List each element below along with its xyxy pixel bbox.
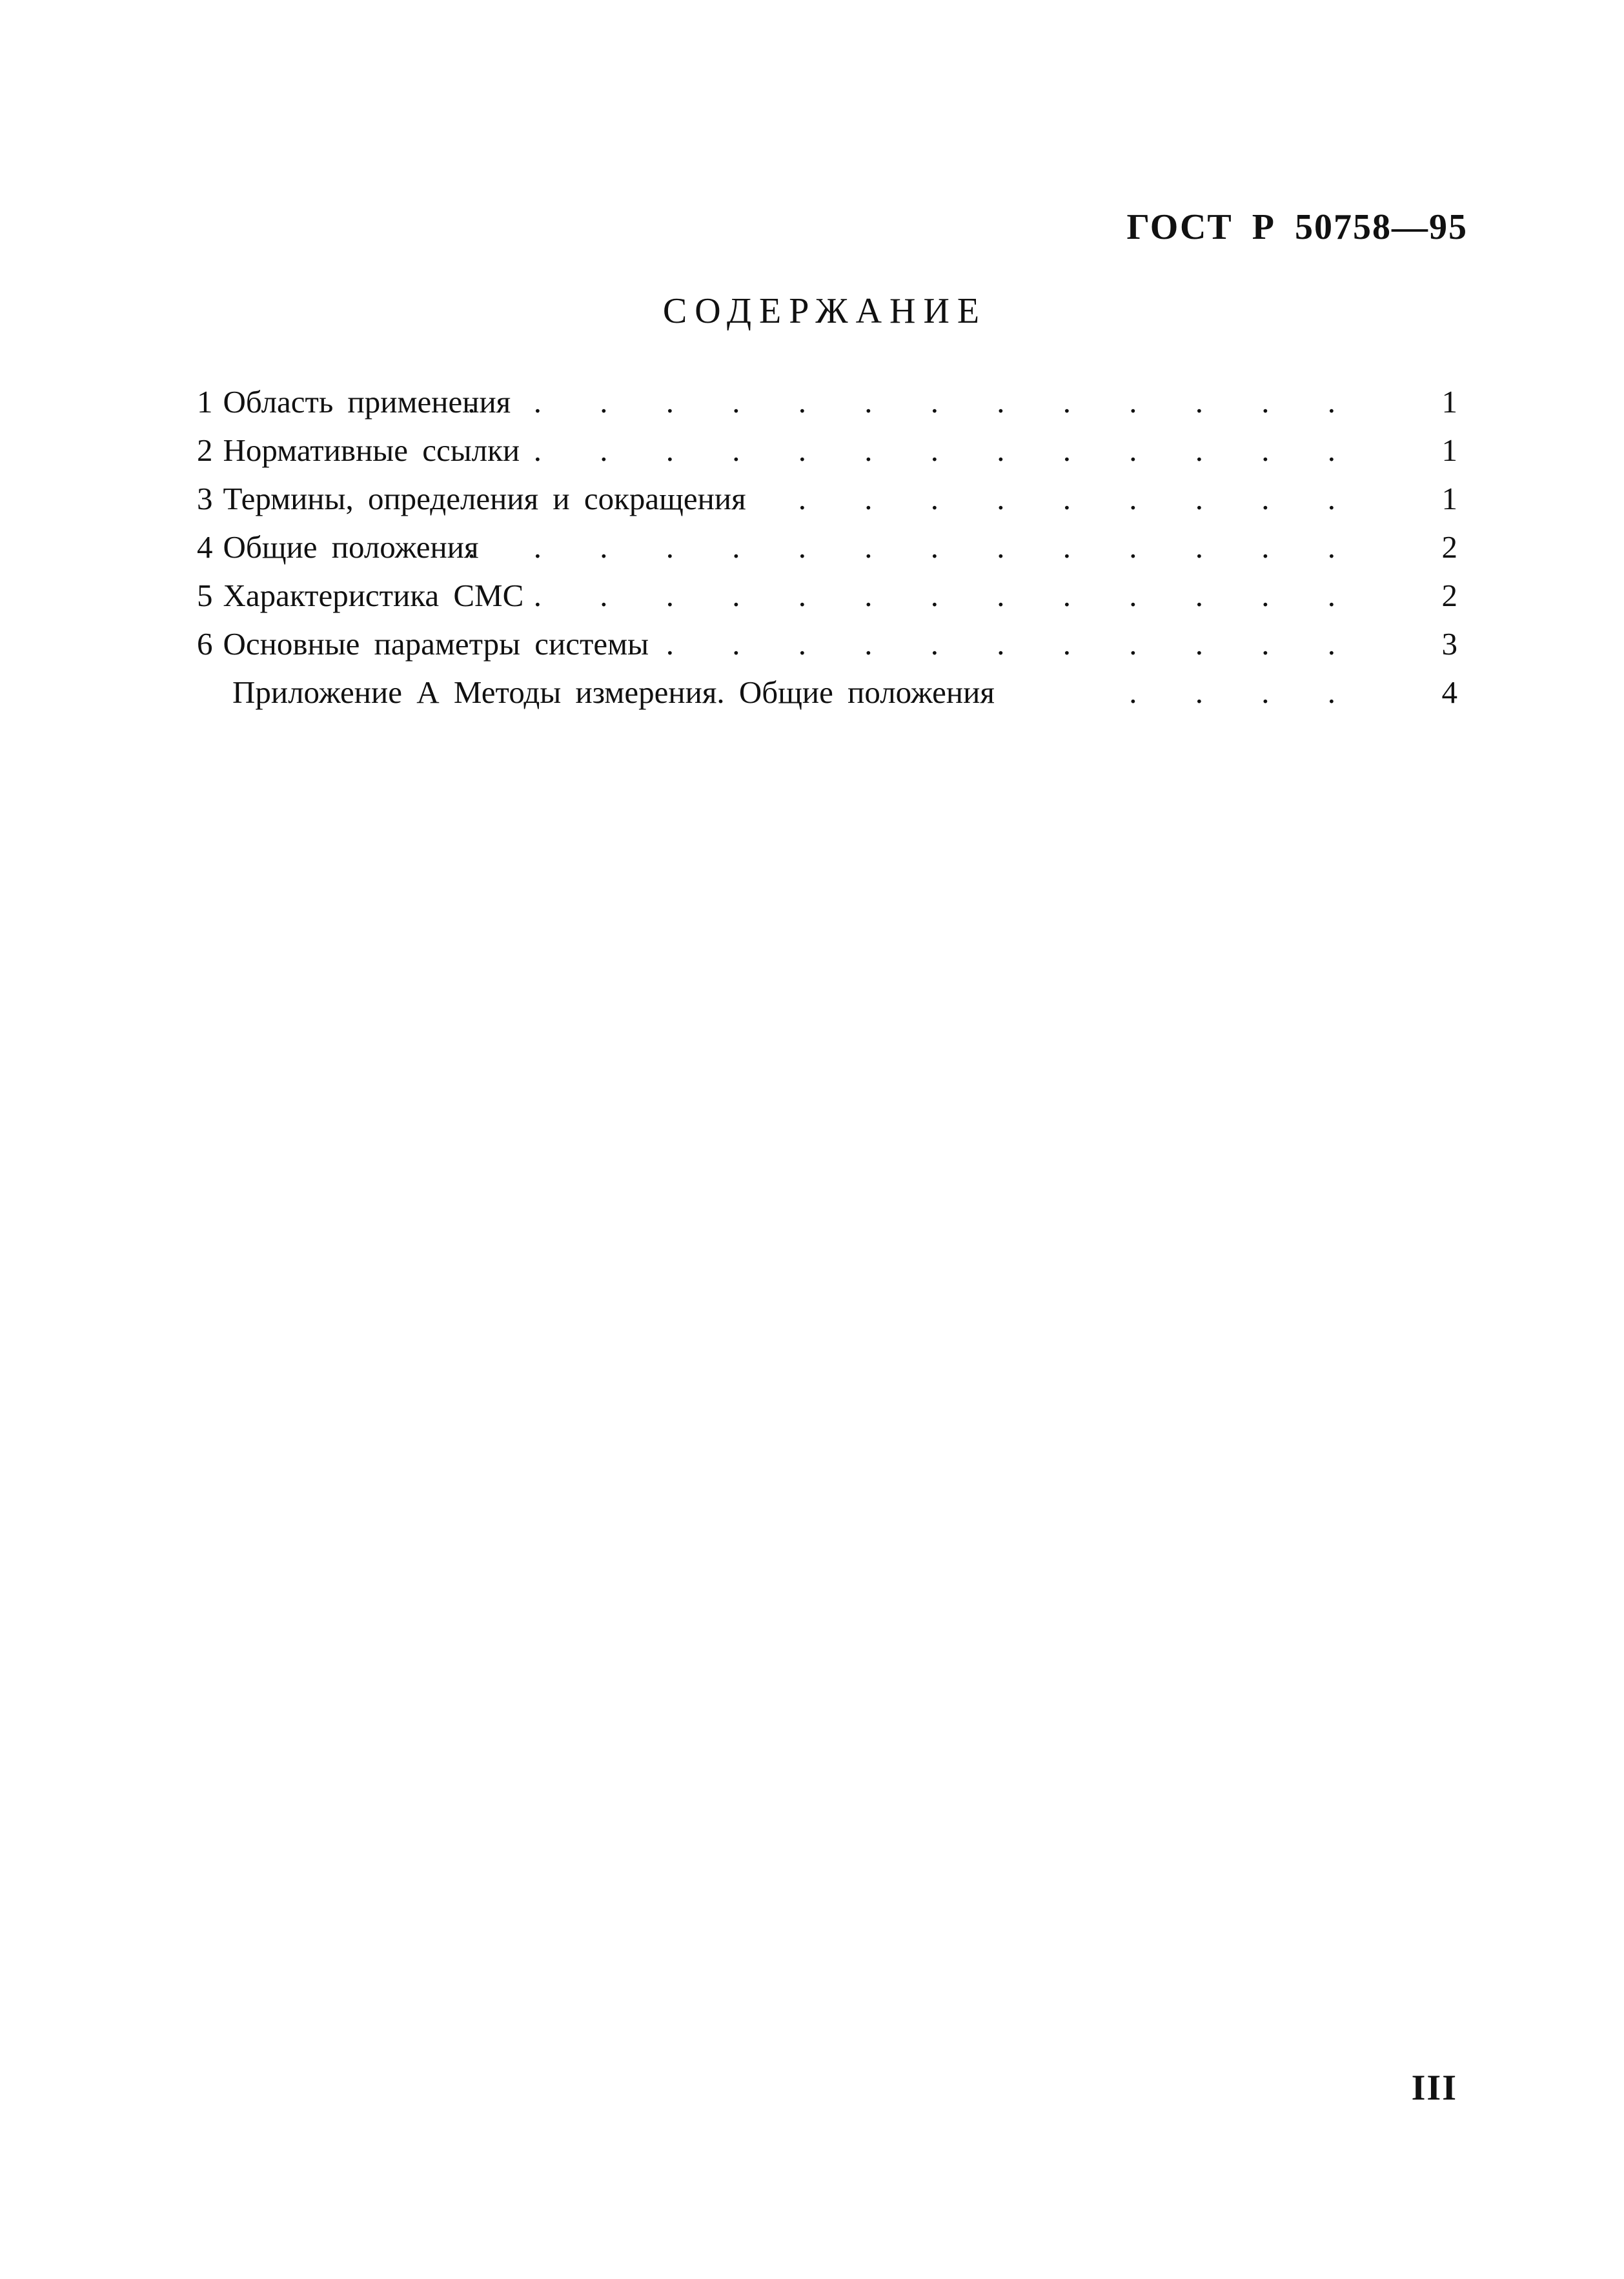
- toc-list: [197, 378, 1457, 716]
- toc-title: СОДЕРЖАНИЕ: [662, 291, 988, 331]
- toc-entry-4: [197, 523, 1457, 571]
- toc-entry-page: 2: [1441, 529, 1457, 565]
- toc-leader-dots: . . . . . . . . . . . . .: [533, 432, 1361, 468]
- toc-entry-6: [197, 620, 1457, 668]
- toc-entry-number: 4: [197, 529, 213, 565]
- toc-entry-number: 6: [197, 626, 213, 662]
- toc-entry-1: [197, 378, 1457, 426]
- toc-entry-number: 1: [197, 384, 213, 420]
- toc-leader-dots: . . . . . . . . . . . . . .: [467, 529, 1361, 565]
- toc-entry-appendix-a: [197, 668, 1457, 716]
- toc-entry-5: [197, 571, 1457, 620]
- document-code: ГОСТ Р 50758—95: [1126, 207, 1468, 247]
- toc-entry-page: 2: [1441, 578, 1457, 613]
- toc-entry-3: [197, 474, 1457, 523]
- toc-entry-number: 3: [197, 481, 213, 516]
- toc-entry-title: Термины, определения и сокращения: [223, 481, 746, 516]
- toc-leader-dots: . . . .: [1129, 674, 1361, 710]
- toc-entry-title: Основные параметры системы: [223, 626, 649, 662]
- toc-entry-number: 5: [197, 578, 213, 613]
- toc-entry-page: 4: [1441, 674, 1457, 710]
- toc-entry-2: [197, 426, 1457, 474]
- toc-leader-dots: . . . . . . . . .: [798, 481, 1361, 516]
- toc-entry-title: Характеристика СМС: [223, 578, 524, 613]
- toc-entry-title: Нормативные ссылки: [223, 432, 520, 468]
- toc-entry-page: 1: [1441, 432, 1457, 468]
- toc-leader-dots: . . . . . . . . . . . . . .: [467, 384, 1361, 420]
- toc-entry-page: 3: [1441, 626, 1457, 662]
- toc-entry-title: Общие положения: [223, 529, 479, 565]
- toc-leader-dots: . . . . . . . . . . . . .: [533, 578, 1361, 613]
- toc-entry-page: 1: [1441, 384, 1457, 420]
- toc-entry-number: 2: [197, 432, 213, 468]
- toc-leader-dots: . . . . . . . . . . .: [665, 626, 1361, 662]
- toc-entry-title: Область применения: [223, 384, 511, 420]
- page-number: III: [1411, 2068, 1457, 2108]
- toc-entry-title: Приложение А Методы измерения. Общие положения: [232, 674, 995, 710]
- toc-entry-page: 1: [1441, 481, 1457, 516]
